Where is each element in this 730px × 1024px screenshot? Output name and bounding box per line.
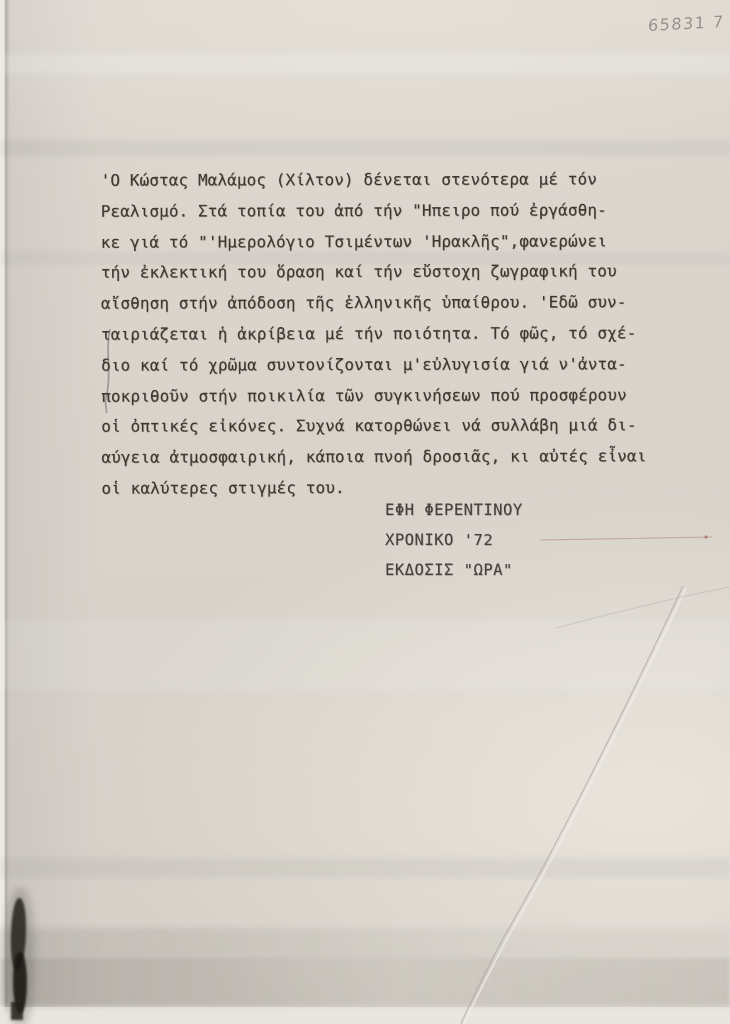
signature-line-source: ΧΡΟΝΙΚΟ '72 [385, 531, 494, 549]
signature-line-publisher: ΕΚΔΟΣΙΣ "ΩΡΑ" [385, 561, 513, 579]
signature-line-author: ΕΦΗ ΦΕΡΕΝΤΙΝΟΥ [385, 501, 523, 519]
red-pressure-line [540, 537, 712, 540]
typed-line: τήν ἐκλεκτική του ὅραση καί τήν εὔστοχη ζωγραφική του [100, 261, 617, 283]
typed-line: οἱ καλύτερες στιγμές του. [101, 478, 345, 498]
typed-line: κε γιά τό "'Ημερολόγιο Τσιμέντων 'Ηρακλῆς",φανερώνει [100, 230, 607, 252]
typed-line: αἴσθηση στήν ἀπόδοση τῆς ἑλληνικῆς ὑπαίθρου. 'Εδῶ συν- [100, 292, 627, 313]
typed-line: Ρεαλισμό. Στά τοπία του ἀπό τήν "Ηπειρο πού ἐργάσθη- [100, 200, 607, 221]
handwritten-number: 65831 7 [647, 11, 726, 36]
typed-line: ταιριάζεται ἡ ἀκρίβεια μέ τήν ποιότητα. Τό φῶς, τό σχέ- [100, 323, 637, 344]
crease-line-secondary [556, 587, 730, 628]
signature-block [385, 495, 523, 585]
red-line-dot [704, 535, 707, 538]
crease-line [461, 586, 683, 1024]
typed-line: διο καί τό χρῶμα συντονίζονται μ'εὐλυγισία γιά ν'ἀντα- [101, 354, 627, 375]
typed-line: 'Ο Κώστας Μαλάμος (Χίλτον) δένεται στενότερα μέ τόν [100, 169, 597, 190]
typed-text-block [101, 164, 647, 504]
typed-line: αύγεια ἀτμοσφαιρική, κάποια πνοή δροσιᾶς, κι αὐτές εἶναι [101, 446, 647, 467]
typed-line: ποκριθοῦν στήν ποικιλία τῶν συγκινήσεων πού προσφέρουν [101, 384, 627, 406]
typed-line: οἱ ὀπτικές εἰκόνες. Συχνά κατορθώνει νά συλλάβη μιά δι- [101, 415, 637, 437]
